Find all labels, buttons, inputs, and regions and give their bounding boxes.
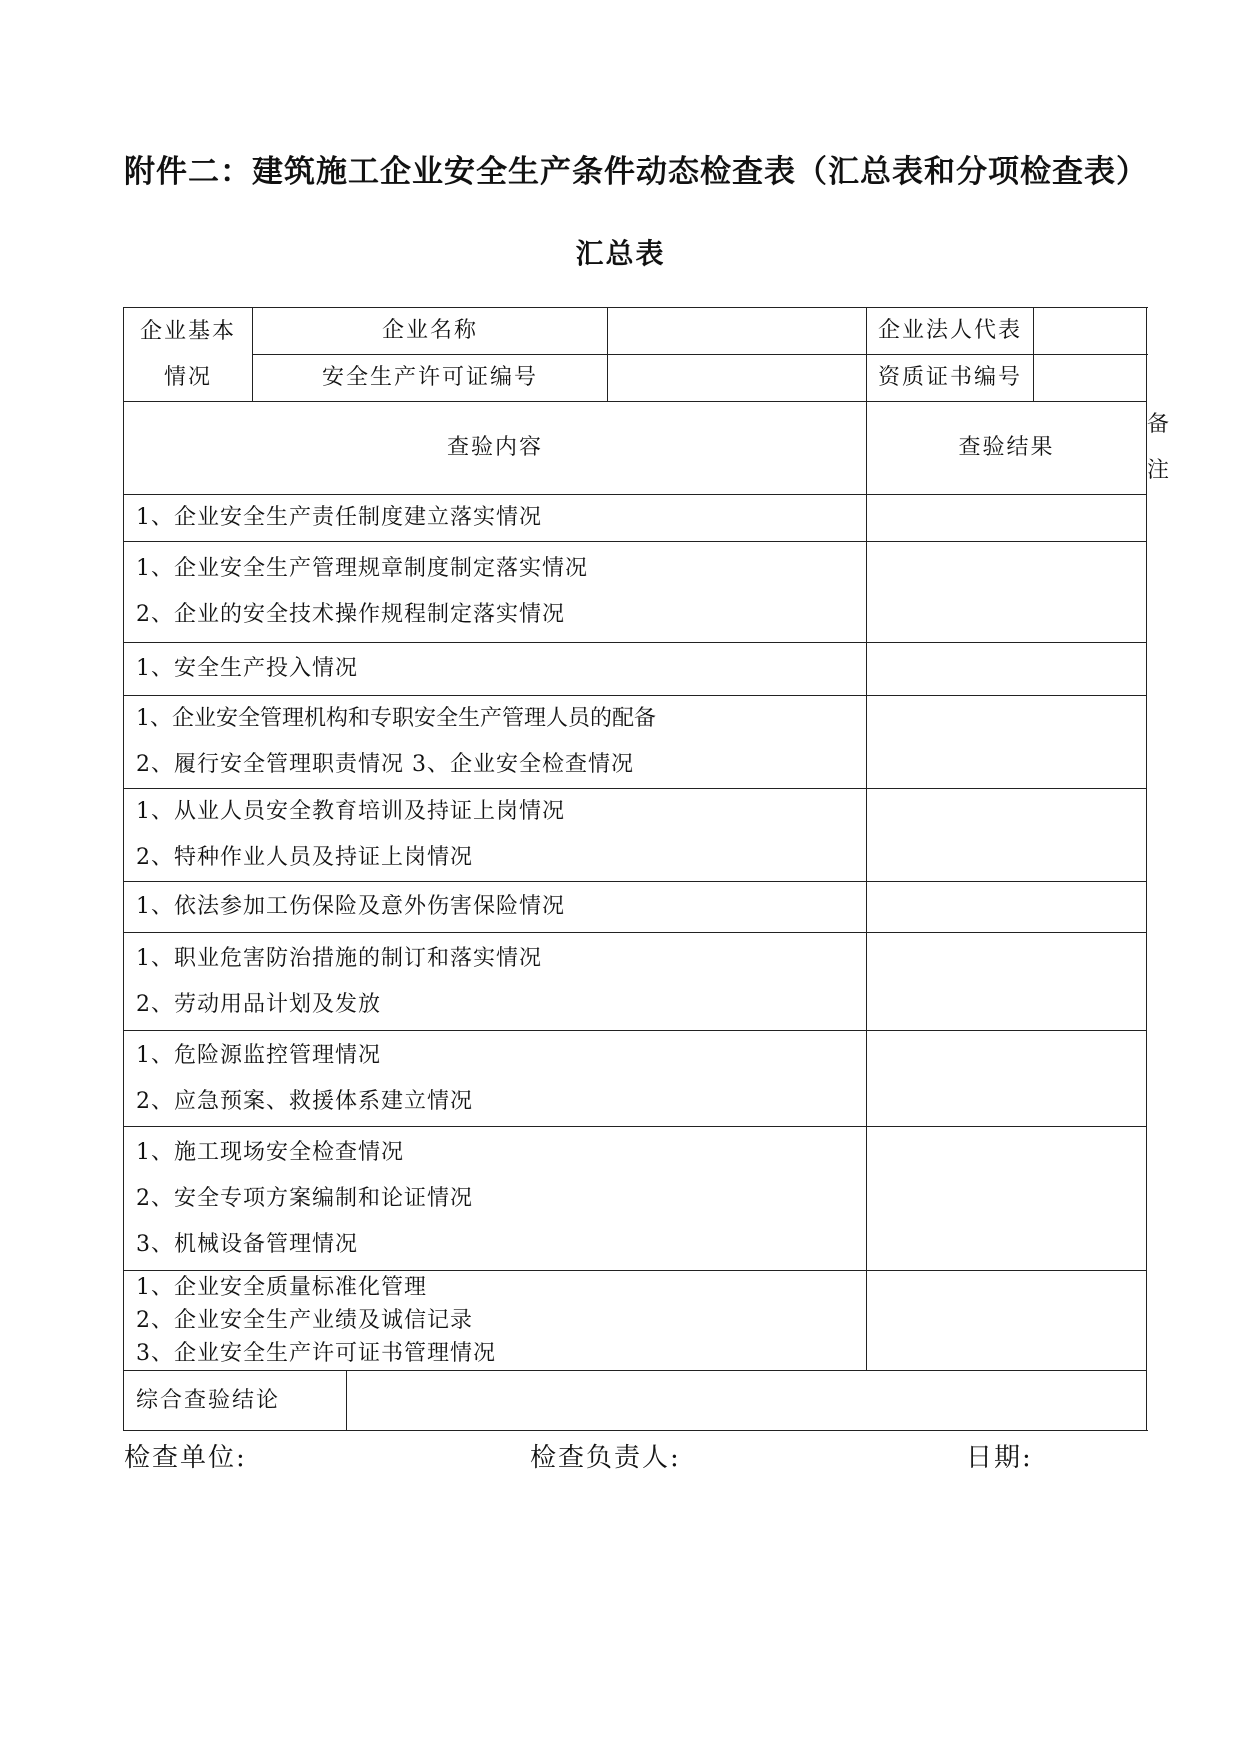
table-row	[124, 696, 1147, 789]
row-item-line: 1、依法参加工伤保险及意外伤害保险情况	[136, 894, 565, 919]
row-item-line: 2、企业的安全技术操作规程制定落实情况	[136, 602, 565, 627]
row-result[interactable]	[867, 696, 1147, 789]
conclusion-value[interactable]	[347, 1371, 1147, 1431]
basic-info-label-cell	[124, 308, 253, 402]
row-content	[124, 696, 867, 789]
table-row	[124, 1271, 1147, 1371]
table-row	[124, 1127, 1147, 1271]
header-result: 查验结果	[958, 435, 1055, 460]
row-content	[124, 882, 867, 933]
row-item-line: 2、特种作业人员及持证上岗情况	[136, 845, 473, 870]
row-result[interactable]	[867, 542, 1147, 643]
row-item-line: 1、安全生产投入情况	[136, 656, 358, 681]
inspection-unit-label: 检查单位:	[124, 1443, 247, 1473]
conclusion-label: 综合查验结论	[136, 1387, 281, 1413]
license-no-label: 安全生产许可证编号	[322, 365, 539, 390]
row-result[interactable]	[867, 643, 1147, 696]
row-content	[124, 789, 867, 882]
inspection-leader-label: 检查负责人:	[530, 1443, 681, 1473]
legal-rep-label: 企业法人代表	[878, 318, 1023, 343]
row-content	[124, 643, 867, 696]
row-item-line: 2、劳动用品计划及发放	[136, 991, 381, 1017]
row-item-line: 2、履行安全管理职责情况 3、企业安全检查情况	[136, 752, 634, 777]
document-title: 附件二：建筑施工企业安全生产条件动态检查表（汇总表和分项检查表）	[124, 154, 1148, 190]
conclusion-label-cell	[124, 1371, 347, 1431]
row-content	[124, 1031, 867, 1127]
row-content	[124, 542, 867, 643]
row-result[interactable]	[867, 495, 1147, 542]
date-label: 日期:	[966, 1443, 1033, 1473]
header-content-cell	[124, 402, 867, 495]
row-item-line: 1、企业安全质量标准化管理	[136, 1275, 427, 1300]
table-row	[124, 789, 1147, 882]
header-result-cell	[867, 402, 1147, 495]
row-result[interactable]	[867, 933, 1147, 1031]
company-name-label-cell	[253, 308, 608, 355]
row-item-line: 1、从业人员安全教育培训及持证上岗情况	[136, 799, 565, 824]
row-item-line: 1、职业危害防治措施的制订和落实情况	[136, 945, 542, 971]
row-item-line: 3、企业安全生产许可证书管理情况	[136, 1341, 496, 1366]
legal-rep-value[interactable]	[1034, 308, 1147, 355]
qualification-no-label: 资质证书编号	[878, 365, 1023, 390]
row-item-line: 1、企业安全管理机构和专职安全生产管理人员的配备	[136, 706, 656, 731]
table-row	[124, 933, 1147, 1031]
row-item-line: 1、企业安全生产责任制度建立落实情况	[136, 505, 542, 530]
row-item-line: 3、机械设备管理情况	[136, 1231, 358, 1257]
company-name-value[interactable]	[608, 308, 867, 355]
row-item-line: 2、安全专项方案编制和论证情况	[136, 1185, 473, 1211]
row-content	[124, 933, 867, 1031]
row-item-line: 2、企业安全生产业绩及诚信记录	[136, 1308, 473, 1333]
row-result[interactable]	[867, 789, 1147, 882]
company-name-label: 企业名称	[382, 318, 479, 343]
row-content	[124, 1127, 867, 1271]
row-content	[124, 1271, 867, 1371]
table-row	[124, 882, 1147, 933]
row-result[interactable]	[867, 1031, 1147, 1127]
qualification-no-value[interactable]	[1034, 355, 1147, 402]
license-no-value[interactable]	[608, 355, 867, 402]
basic-info-label-line2: 情况	[163, 364, 212, 390]
table-row	[124, 542, 1147, 643]
row-item-line: 1、企业安全生产管理规章制度制定落实情况	[136, 556, 588, 581]
basic-info-label-line1: 企业基本	[139, 318, 236, 344]
row-content	[124, 495, 867, 542]
row-result[interactable]	[867, 882, 1147, 933]
row-result[interactable]	[867, 1127, 1147, 1271]
summary-table-title: 汇总表	[575, 237, 666, 270]
row-item-line: 1、危险源监控管理情况	[136, 1042, 381, 1068]
legal-rep-label-cell	[867, 308, 1034, 355]
license-no-label-cell	[253, 355, 608, 402]
row-item-line: 2、应急预案、救援体系建立情况	[136, 1088, 473, 1114]
table-row	[124, 643, 1147, 696]
row-item-line: 1、施工现场安全检查情况	[136, 1139, 404, 1165]
table-row	[124, 495, 1147, 542]
summary-table: 企业基本 情况 企业名称 企业法人代表 安全生产许可证编号 资质证书编号 查验内容 查验结果 备 注 1、企业安全生产责任制度建立落实情况 1、企业安全生产管理规章制度制定落实情况 2、企业的安全技术操作规程制定落实情况 1、安全生产投入情况 1、企业安全管理机构和专职安全生产管理人员的配备 2、履行安全管理职责情况 3、企业安全检查情况 1、从业人员安全教育培训及持证上岗情况 2、特种作业人员及持证上岗情况 1、依法参加工伤保险及意外伤害保险情况 1、职业危害防治措施的制订和落实情况 2、劳动用品计划及发放 1、危险源监控管理情况 2、应急预案、救援体系建立情况 1、施工现场安全检查情况 2、安全专项方案编制和论证情况 3、机械设备管理情况 1、企业安全质量标准化管理 2、企业安全生产业绩及诚信记录 3、企业安全生产许可证书管理情况 综合查验结论	[123, 307, 1147, 1431]
row-result[interactable]	[867, 1271, 1147, 1371]
header-content: 查验内容	[447, 435, 544, 460]
qualification-no-label-cell	[867, 355, 1034, 402]
table-row	[124, 1031, 1147, 1127]
